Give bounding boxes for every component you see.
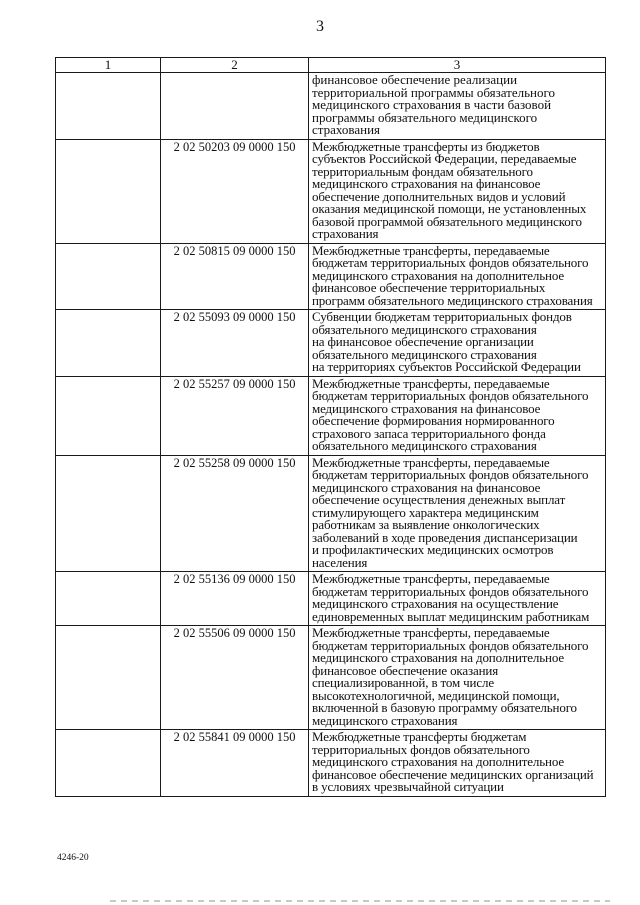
- admin-code-cell: [56, 626, 161, 730]
- budget-code-cell: 2 02 55136 09 0000 150: [161, 572, 309, 626]
- budget-code-cell: 2 02 50203 09 0000 150: [161, 139, 309, 243]
- description-cell: Межбюджетные трансферты, передаваемые бюджетам территориальных фондов обязательного медицинского страхования на дополнительное финансовое обеспечение оказания специализированной, в том числе высокотехнологичной, медицинской помощи, включенной в базовую программу обязательного медицинского страхования: [309, 626, 606, 730]
- table-row: [56, 730, 606, 797]
- table-row: [56, 376, 606, 455]
- column-header-3: 3: [309, 58, 606, 73]
- budget-code-cell: 2 02 55506 09 0000 150: [161, 626, 309, 730]
- table-row: [56, 139, 606, 243]
- budget-code-cell: 2 02 55093 09 0000 150: [161, 310, 309, 377]
- description-cell: Межбюджетные трансферты, передаваемые бюджетам территориальных фондов обязательного медицинского страхования на осуществление единовременных выплат медицинским работникам: [309, 572, 606, 626]
- admin-code-cell: [56, 376, 161, 455]
- table-row: [56, 73, 606, 140]
- budget-code-cell: 2 02 55257 09 0000 150: [161, 376, 309, 455]
- table-row: [56, 243, 606, 310]
- table-row: [56, 310, 606, 377]
- column-header-2: 2: [161, 58, 309, 73]
- column-header-1: 1: [56, 58, 161, 73]
- admin-code-cell: [56, 310, 161, 377]
- description-cell: Межбюджетные трансферты, передаваемые бюджетам территориальных фондов обязательного медицинского страхования на финансовое обеспечение осуществления денежных выплат стимулирующего характера медицинским работникам за выявление онкологических заболеваний в ходе проведения диспансеризации и профилактических медицинских осмотров населения: [309, 455, 606, 572]
- description-cell: финансовое обеспечение реализации территориальной программы обязательного медицинского страхования в части базовой программы обязательного медицинского страхования: [309, 73, 606, 140]
- admin-code-cell: [56, 139, 161, 243]
- budget-code-cell: 2 02 55258 09 0000 150: [161, 455, 309, 572]
- admin-code-cell: [56, 455, 161, 572]
- budget-code-cell: 2 02 50815 09 0000 150: [161, 243, 309, 310]
- document-id: 4246-20: [57, 853, 89, 863]
- budget-classification-table: [55, 57, 606, 797]
- description-cell: Субвенции бюджетам территориальных фондов обязательного медицинского страхования на финансовое обеспечение организации обязательного медицинского страхования на территориях субъектов Российской Федерации: [309, 310, 606, 377]
- page-number: 3: [316, 18, 324, 35]
- admin-code-cell: [56, 572, 161, 626]
- table-row: [56, 626, 606, 730]
- description-cell: Межбюджетные трансферты, передаваемые бюджетам территориальных фондов обязательного медицинского страхования на дополнительное финансовое обеспечение территориальных программ обязательного медицинского страхования: [309, 243, 606, 310]
- budget-code-cell: 2 02 55841 09 0000 150: [161, 730, 309, 797]
- admin-code-cell: [56, 730, 161, 797]
- admin-code-cell: [56, 73, 161, 140]
- budget-code-cell: [161, 73, 309, 140]
- table-row: [56, 572, 606, 626]
- scan-edge-divider: [110, 900, 610, 902]
- table-header-row: [56, 58, 606, 73]
- description-cell: Межбюджетные трансферты, передаваемые бюджетам территориальных фондов обязательного медицинского страхования на финансовое обеспечение формирования нормированного страхового запаса территориального фонда обязательного медицинского страхования: [309, 376, 606, 455]
- admin-code-cell: [56, 243, 161, 310]
- table-row: [56, 455, 606, 572]
- description-cell: Межбюджетные трансферты из бюджетов субъектов Российской Федерации, передаваемые территориальным фондам обязательного медицинского страхования на финансовое обеспечение дополнительных видов и условий оказания медицинской помощи, не установленных базовой программой обязательного медицинского страхования: [309, 139, 606, 243]
- description-cell: Межбюджетные трансферты бюджетам территориальных фондов обязательного медицинского страхования на дополнительное финансовое обеспечение медицинских организаций в условиях чрезвычайной ситуации: [309, 730, 606, 797]
